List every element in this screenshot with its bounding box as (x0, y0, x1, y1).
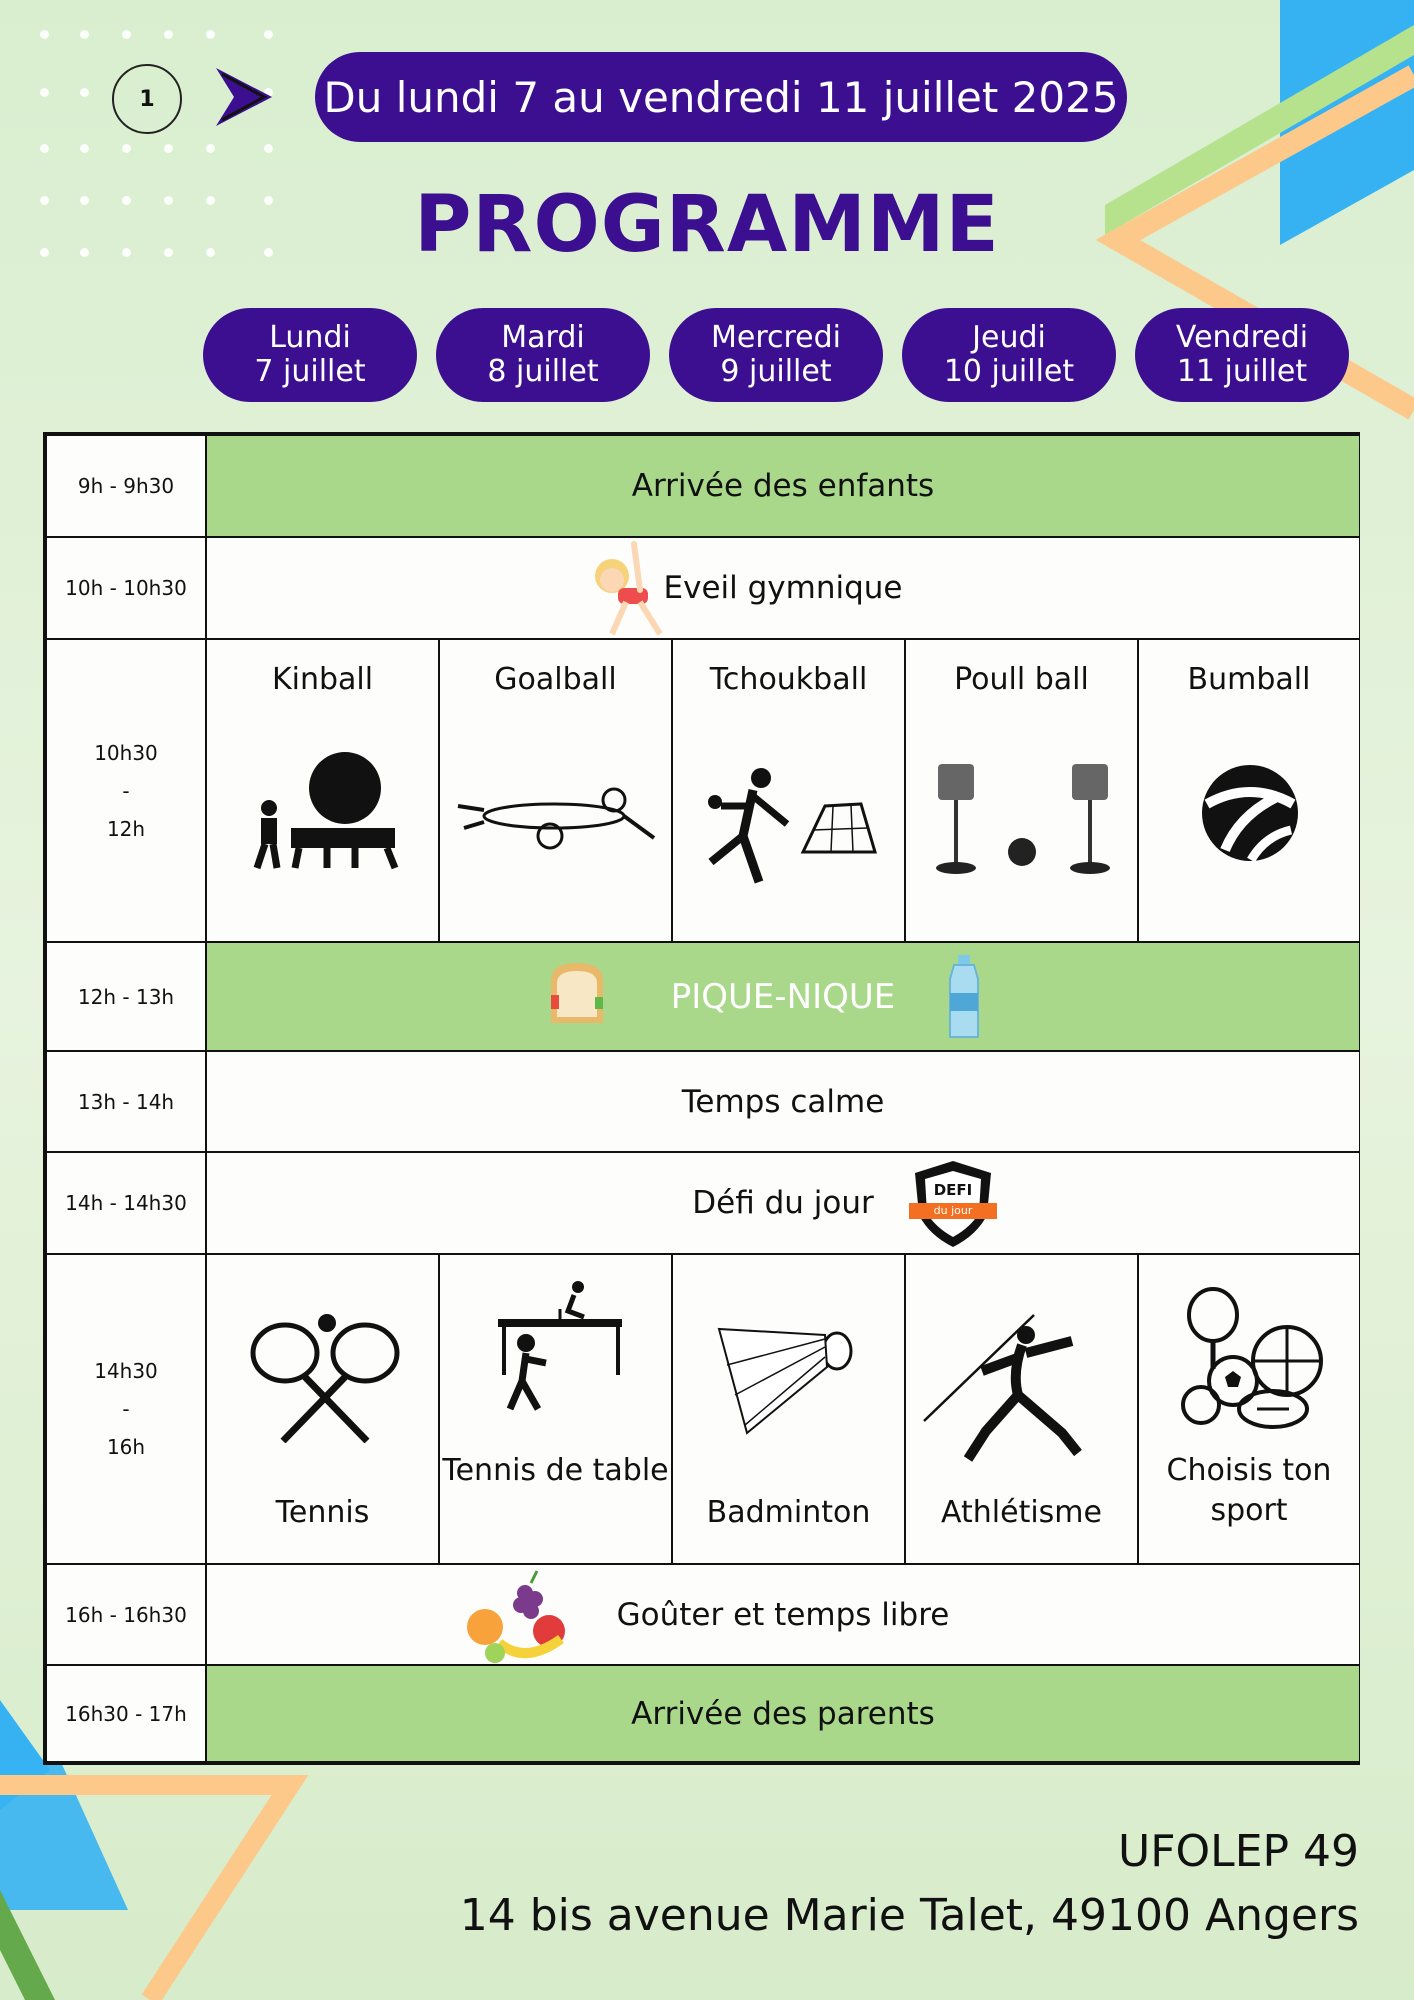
activity-label: Bumball (1187, 662, 1311, 697)
javelin-thrower-icon (922, 1313, 1112, 1463)
fruit-basket-icon (465, 1569, 575, 1663)
slot-quiet-time: Temps calme (206, 1051, 1360, 1152)
slot-eveil-gymnique (206, 537, 1360, 639)
activity-label: Tennis (275, 1495, 370, 1530)
time-cell: 12h - 13h (46, 942, 206, 1051)
organization-address: 14 bis avenue Marie Talet, 49100 Angers (459, 1890, 1359, 1941)
slot-label: Défi du jour (692, 1185, 874, 1221)
activity-poull-ball (905, 639, 1138, 942)
table-tennis-icon (496, 1281, 626, 1411)
tennis-rackets-icon (245, 1313, 405, 1443)
activity-table-tennis (439, 1254, 672, 1564)
bumball-ball-icon (1195, 760, 1305, 866)
time-start: 14h30 (94, 1359, 158, 1383)
activity-label: Athlétisme (941, 1495, 1102, 1530)
poull-ball-targets-icon (922, 760, 1122, 880)
organization-name: UFOLEP 49 (1118, 1826, 1359, 1877)
day-header-friday (1135, 308, 1349, 402)
slot-arrival-children: Arrivée des enfants (206, 435, 1360, 537)
slot-snack-free-time (206, 1564, 1360, 1665)
time-sep: - (122, 778, 130, 803)
time-cell (46, 639, 206, 942)
page-title: PROGRAMME (414, 180, 1000, 270)
time-cell: 14h - 14h30 (46, 1152, 206, 1254)
time-start: 10h30 (94, 740, 158, 765)
challenge-badge (907, 1159, 999, 1249)
day-name: Lundi (269, 320, 351, 355)
activity-choose-sport (1138, 1254, 1360, 1564)
time-end: 12h (106, 816, 146, 841)
tchoukball-player-icon (703, 766, 883, 886)
activity-athletics (905, 1254, 1138, 1564)
kinball-players-icon (247, 750, 407, 870)
activity-label: Goalball (494, 662, 617, 697)
day-date: 10 juillet (943, 354, 1075, 389)
time-cell: 9h - 9h30 (46, 435, 206, 537)
week-number-badge: 1 (112, 64, 182, 134)
sports-balls-icon (1179, 1285, 1329, 1435)
water-bottle-icon (944, 953, 984, 1043)
schedule-table (43, 432, 1360, 1765)
activity-label: Tchoukball (709, 662, 868, 697)
day-name: Mardi (501, 320, 585, 355)
activity-label: Badminton (706, 1495, 871, 1530)
day-name: Vendredi (1175, 320, 1309, 355)
time-sep: - (122, 1397, 130, 1421)
activity-goalball (439, 639, 672, 942)
activity-kinball (206, 639, 439, 942)
activity-label: Tennis de table (442, 1453, 669, 1488)
day-header-tuesday (436, 308, 650, 402)
slot-daily-challenge (206, 1152, 1360, 1254)
slot-picnic (206, 942, 1360, 1051)
date-range-banner: Du lundi 7 au vendredi 11 juillet 2025 (315, 52, 1127, 142)
slot-arrival-parents: Arrivée des parents (206, 1665, 1360, 1762)
activity-label: Kinball (271, 662, 374, 697)
sandwich-icon (545, 959, 609, 1029)
day-date: 11 juillet (1176, 354, 1308, 389)
time-cell: 10h - 10h30 (46, 537, 206, 639)
activity-badminton (672, 1254, 905, 1564)
slot-label: Goûter et temps libre (616, 1596, 950, 1633)
slot-label: PIQUE-NIQUE (670, 976, 896, 1017)
stretching-child-icon (582, 538, 672, 638)
time-cell: 16h30 - 17h (46, 1665, 206, 1762)
activity-label: Choisis ton sport (1166, 1453, 1332, 1528)
activity-bumball (1138, 639, 1360, 942)
slot-label: Eveil gymnique (663, 570, 903, 606)
time-cell: 16h - 16h30 (46, 1564, 206, 1665)
badge-top-text: DEFI (933, 1181, 973, 1199)
time-end: 16h (106, 1435, 146, 1459)
day-name: Jeudi (972, 320, 1046, 355)
activity-tchoukball (672, 639, 905, 942)
activity-label: Poull ball (954, 662, 1089, 697)
day-header-wednesday (669, 308, 883, 402)
time-cell: 13h - 14h (46, 1051, 206, 1152)
badge-bottom-text: du jour (933, 1204, 973, 1217)
day-name: Mercredi (710, 320, 842, 355)
day-date: 8 juillet (487, 354, 599, 389)
activity-tennis (206, 1254, 439, 1564)
day-header-thursday (902, 308, 1116, 402)
goalball-player-icon (454, 780, 660, 860)
chevron-right-icon (212, 66, 276, 128)
time-cell (46, 1254, 206, 1564)
day-header-monday (203, 308, 417, 402)
day-date: 9 juillet (720, 354, 832, 389)
day-date: 7 juillet (254, 354, 366, 389)
shuttlecock-icon (717, 1325, 857, 1435)
